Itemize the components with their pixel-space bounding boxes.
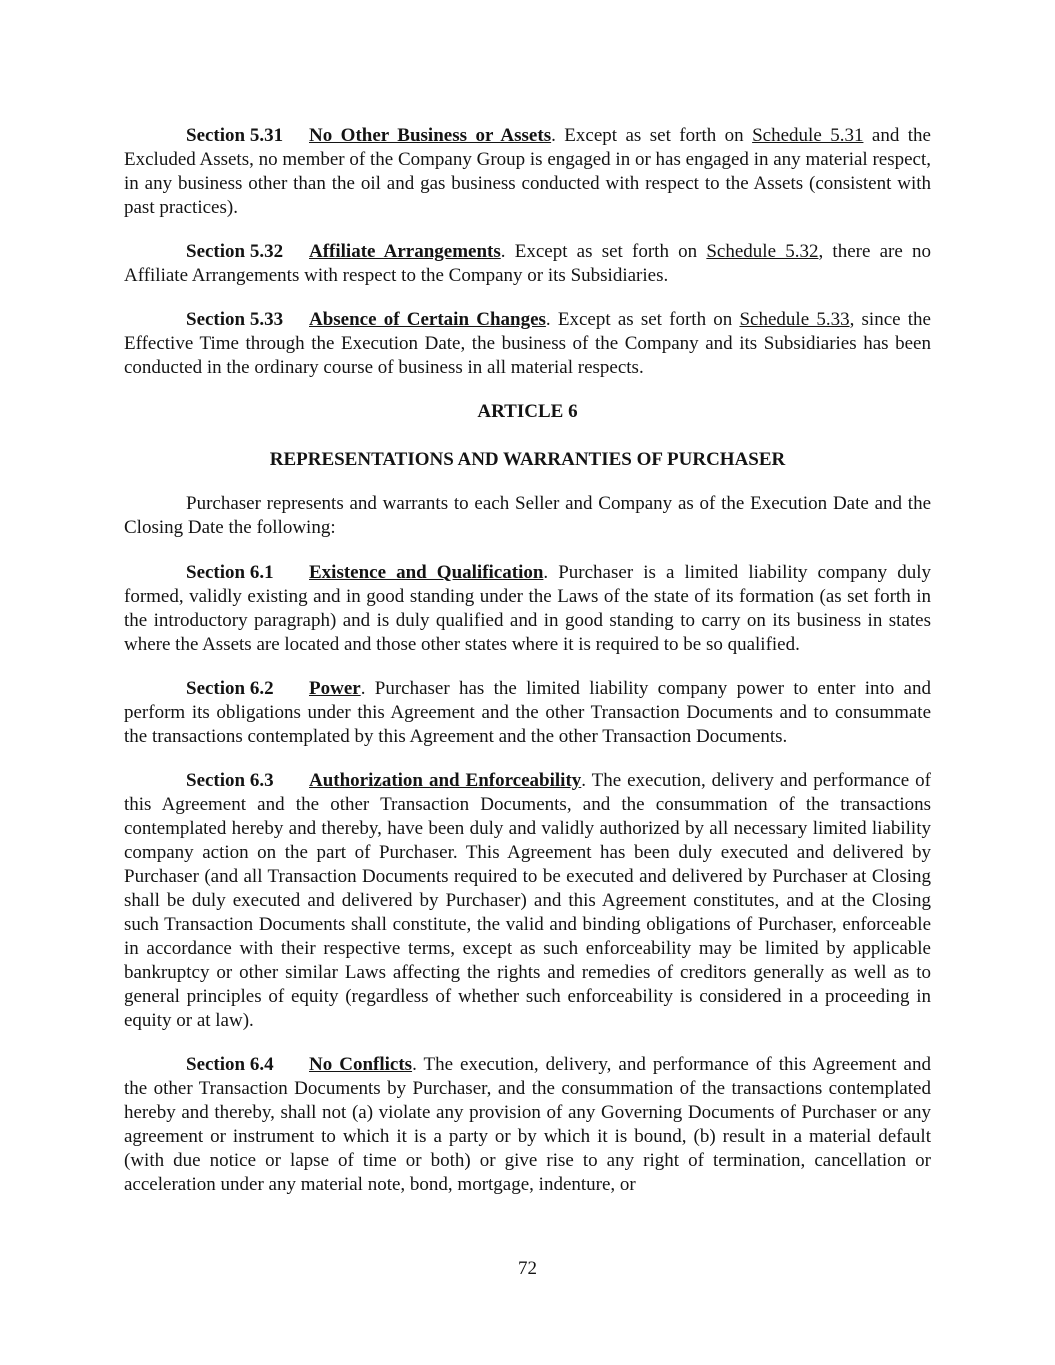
section-6-3 <box>124 769 931 1033</box>
section-title: No Conflicts <box>309 1054 413 1075</box>
section-text: . Purchaser is a limited liability company duly formed, validly existing and in good standing under the Laws of the state of its formation (as set forth in the introductory paragraph) and is duly qualified and in good standing to carry on its business in states where the Assets are located and those other states where it is required to be so qualified. <box>124 562 931 655</box>
section-number: Section 5.33 <box>186 309 284 330</box>
section-text: and the Excluded Assets, no member of the Company Group is engaged in or has engaged in any material respect, in any business other than the oil and gas business conducted with respect to the Assets (consistent with past practices). <box>124 125 931 218</box>
section-6-4 <box>124 1053 931 1197</box>
section-title: Authorization and Enforceability <box>309 770 582 791</box>
section-number: Section 6.1 <box>186 562 274 583</box>
page-number: 72 <box>518 1258 537 1279</box>
section-5-31 <box>124 124 931 220</box>
section-number: Section 5.31 <box>186 125 284 146</box>
section-title: Absence of Certain Changes <box>309 309 546 330</box>
section-text: . Purchaser has the limited liability company power to enter into and perform its obligations under this Agreement and the other Transaction Documents and to consummate the transactions contemplated by this Agreement and the other Transaction Documents. <box>124 678 931 747</box>
schedule-reference: Schedule 5.31 <box>752 125 864 146</box>
document-page <box>124 124 931 1217</box>
article-title: REPRESENTATIONS AND WARRANTIES OF PURCHASER <box>269 449 786 470</box>
section-text: . The execution, delivery, and performance of this Agreement and the other Transaction Documents by Purchaser, and the consummation of the transactions contemplated hereby and thereby, shall not (a) violate any provision of any Governing Documents of Purchaser or any agreement or instrument to which it is a party or by which it is bound, (b) result in a material default (with due notice or lapse of time or both) or give rise to any right of termination, cancellation or acceleration under any material note, bond, mortgage, indenture, or <box>124 1054 931 1195</box>
article-label: ARTICLE 6 <box>477 401 578 422</box>
section-number: Section 6.2 <box>186 678 274 699</box>
section-number: Section 6.4 <box>186 1054 274 1075</box>
section-number: Section 5.32 <box>186 241 284 262</box>
section-6-1 <box>124 561 931 657</box>
section-title: No Other Business or Assets <box>309 125 552 146</box>
section-text: . Except as set forth on <box>545 309 740 330</box>
article-intro: Purchaser represents and warrants to each Seller and Company as of the Execution Date and the Closing Date the following: <box>124 493 931 538</box>
section-text: , there are no Affiliate Arrangements with respect to the Company or its Subsidiaries. <box>124 241 931 286</box>
section-title: Power <box>309 678 361 699</box>
section-6-2 <box>124 677 931 749</box>
schedule-reference: Schedule 5.32 <box>706 241 819 262</box>
section-5-33 <box>124 308 931 380</box>
section-title: Existence and Qualification <box>309 562 544 583</box>
section-text: . The execution, delivery and performance of this Agreement and the other Transaction Documents, and the consummation of the transactions contemplated hereby and thereby, have been duly and validly authorized by all necessary limited liability company action on the part of Purchaser. This Agreement has been duly executed and delivered by Purchaser (and all Transaction Documents required to be executed and delivered by Purchaser at Closing shall be duly executed and delivered by Purchaser) and this Agreement constitutes, and at the Closing such Transaction Documents shall constitute, the valid and binding obligations of Purchaser, enforceable in accordance with their respective terms, except as such enforceability may be limited by applicable bankruptcy or other similar Laws affecting the rights and remedies of creditors generally as well as to general principles of equity (regardless of whether such enforceability is considered in a proceeding in equity or at law). <box>124 770 931 1031</box>
schedule-reference: Schedule 5.33 <box>739 309 850 330</box>
section-title: Affiliate Arrangements <box>309 241 501 262</box>
section-text: . Except as set forth on <box>551 125 753 146</box>
section-5-32 <box>124 240 931 288</box>
section-text: , since the Effective Time through the Execution Date, the business of the Company and its Subsidiaries has been conducted in the ordinary course of business in all material respects. <box>124 309 931 378</box>
section-text: . Except as set forth on <box>500 241 707 262</box>
section-number: Section 6.3 <box>186 770 274 791</box>
